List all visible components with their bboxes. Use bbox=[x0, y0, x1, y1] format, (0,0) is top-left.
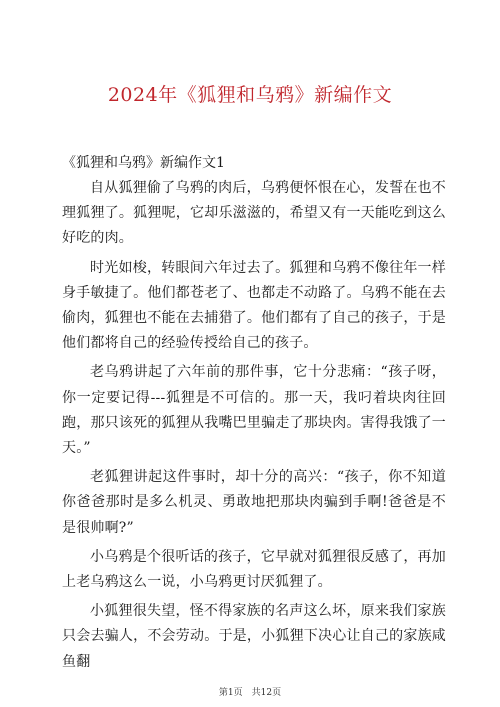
paragraph: 时光如梭，转眼间六年过去了。狐狸和乌鸦不像往年一样身手敏捷了。他们都苍老了、也都走不动路了。乌鸦不能在去偷肉，狐狸也不能在去捕猎了。他们都有了自己的孩子，于是他们都将自己的经验传授给自己的孩子。 bbox=[62, 259, 446, 352]
document-title: 2024年《狐狸和乌鸦》新编作文 bbox=[107, 84, 393, 106]
paragraph: 小狐狸很失望，怪不得家族的名声这么坏，原来我们家族只会去骗人，不会劳动。于是，小狐狸下决心让自己的家族咸鱼翻 bbox=[62, 603, 446, 670]
paragraph: 老乌鸦讲起了六年前的那件事，它十分悲痛：“孩子呀，你一定要记得---狐狸是不可信的。那一天，我叼着块肉往回跑，那只该死的狐狸从我嘴巴里骗走了那块肉。害得我饿了一天。” bbox=[62, 364, 446, 457]
paragraph: 自从狐狸偷了乌鸦的肉后，乌鸦便怀恨在心，发誓在也不理狐狸了。狐狸呢，它却乐滋滋的，希望又有一天能吃到这么好吃的肉。 bbox=[62, 180, 446, 247]
document-subtitle: 《狐狸和乌鸦》新编作文1 bbox=[62, 155, 225, 171]
paragraph: 老狐狸讲起这件事时，却十分的高兴：“孩子，你不知道你爸爸那时是多么机灵、勇敢地把那块肉骗到手啊!爸爸是不是很帅啊?” bbox=[62, 469, 446, 536]
page-footer: 第1页 共12页 bbox=[218, 688, 282, 698]
document-body bbox=[62, 176, 446, 679]
paragraph: 小乌鸦是个很听话的孩子，它早就对狐狸很反感了，再加上老乌鸦这么一说，小乌鸦更讨厌狐狸了。 bbox=[62, 548, 446, 591]
